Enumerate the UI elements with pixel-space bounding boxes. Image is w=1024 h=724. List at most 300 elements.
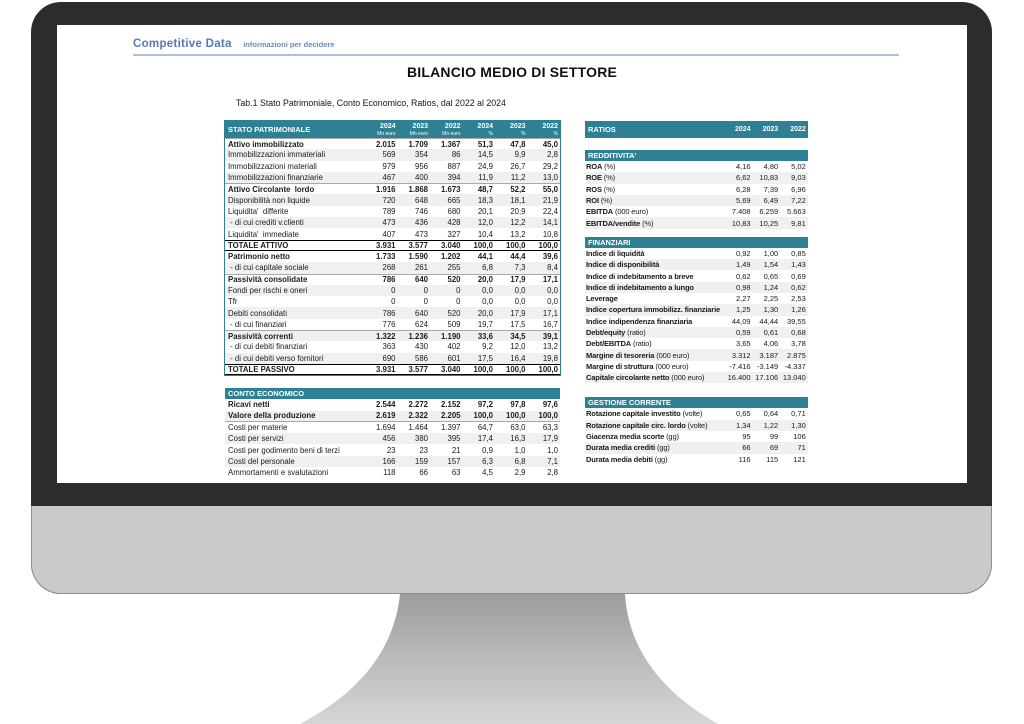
cell-value: 6,62 xyxy=(735,173,751,183)
table-row xyxy=(585,420,808,431)
table-row xyxy=(225,399,560,410)
row-label: Indice di liquidità xyxy=(586,248,645,258)
cell-value: 4,80 xyxy=(763,162,779,172)
cell-value: 21 xyxy=(451,445,461,455)
cell-value: 520 xyxy=(447,308,461,318)
cell-value: 720 xyxy=(382,195,396,205)
cell-value: 99 xyxy=(769,432,779,442)
cell-value: 16,4 xyxy=(510,353,526,363)
cell-value: 2.544 xyxy=(375,400,396,410)
cell-value: 157 xyxy=(447,456,461,466)
row-label: Rotazione capitale circ. lordo (volte) xyxy=(586,420,708,430)
cell-value: 380 xyxy=(414,434,428,444)
cell-value: 2,8 xyxy=(547,150,558,160)
cell-value: 601 xyxy=(447,353,461,363)
row-label: TOTALE PASSIVO xyxy=(228,365,295,375)
cell-value: 3.931 xyxy=(375,240,396,250)
table-row xyxy=(225,319,560,330)
table-row xyxy=(585,349,808,360)
ratios-sections xyxy=(585,150,808,465)
ratios-section xyxy=(585,237,808,384)
cell-value: 979 xyxy=(382,161,396,171)
monitor-bezel xyxy=(31,2,992,594)
cell-value: 0,62 xyxy=(791,282,806,292)
row-label: Margine di tesoreria (000 euro) xyxy=(586,350,690,360)
cell-value: 20,1 xyxy=(477,206,493,216)
table-row xyxy=(225,251,560,262)
ratios-section xyxy=(585,397,808,464)
cell-value: 0,98 xyxy=(735,282,751,292)
cell-value: 0,59 xyxy=(735,328,751,337)
table-row xyxy=(585,293,808,304)
table-row xyxy=(225,149,560,160)
table-row xyxy=(225,274,560,285)
cell-value: -3.149 xyxy=(756,361,779,371)
cell-value: 23 xyxy=(386,445,396,455)
table-row xyxy=(585,270,808,281)
cell-value: 430 xyxy=(414,342,428,352)
cell-value: 47,8 xyxy=(510,139,526,149)
cell-value: 2,53 xyxy=(791,294,806,304)
row-label: Margine di struttura (000 euro) xyxy=(586,361,689,371)
cell-value: 3.312 xyxy=(731,350,751,360)
cell-value: 97,6 xyxy=(542,400,558,410)
page-title: BILANCIO MEDIO DI SETTORE xyxy=(406,64,618,80)
cell-value: 436 xyxy=(414,218,428,228)
row-label: EBITDA (000 euro) xyxy=(586,207,649,217)
cell-value: 0 xyxy=(423,286,428,295)
row-label: ROI (%) xyxy=(586,196,613,206)
cell-value: 0 xyxy=(391,297,396,307)
table-row xyxy=(585,304,808,315)
cell-value: 44,44 xyxy=(759,316,779,326)
cell-value: 66 xyxy=(742,443,751,453)
table-caption: Tab.1 Stato Patrimoniale, Conto Economico, Ratios, dal 2022 al 2024 xyxy=(236,98,506,108)
cell-value: 569 xyxy=(382,150,396,160)
stand-shape xyxy=(300,594,718,724)
cell-value: 97,8 xyxy=(510,400,526,410)
section-header: GESTIONE CORRENTE xyxy=(585,397,808,408)
monitor-stand xyxy=(290,594,730,724)
cell-value: 2,25 xyxy=(763,294,779,304)
cell-value: 63 xyxy=(451,468,461,478)
cell-value: 5.663 xyxy=(787,207,806,217)
cell-value: 4,5 xyxy=(482,468,493,478)
cell-value: 17,9 xyxy=(510,275,526,285)
cell-value: 586 xyxy=(414,353,428,363)
table-row xyxy=(225,194,560,205)
cell-value: 255 xyxy=(447,263,461,273)
row-label: TOTALE ATTIVO xyxy=(228,240,289,250)
conto-economico-rows xyxy=(225,399,560,478)
cell-value: 14,5 xyxy=(477,150,493,160)
table-row xyxy=(585,338,808,349)
cell-value: 1.322 xyxy=(375,331,396,341)
cell-value: 261 xyxy=(414,263,428,273)
table-row xyxy=(585,248,808,259)
cell-value: 23 xyxy=(419,445,428,455)
cell-value: 428 xyxy=(447,218,461,228)
cell-value: 0,0 xyxy=(547,297,558,307)
cell-value: 2,27 xyxy=(735,294,751,304)
table-row xyxy=(225,240,560,251)
table-row xyxy=(225,433,560,444)
cell-value: 100,0 xyxy=(473,411,493,421)
cell-value: 10,8 xyxy=(542,229,558,239)
cell-value: 1.367 xyxy=(440,139,461,149)
table-row xyxy=(585,442,808,453)
cell-value: 680 xyxy=(447,206,461,216)
table-row xyxy=(225,217,560,228)
cell-value: 268 xyxy=(382,263,396,273)
cell-value: 10,83 xyxy=(731,218,751,228)
cell-value: 17,9 xyxy=(542,434,558,444)
cell-value: 1.590 xyxy=(408,252,428,262)
row-label: Indice indipendenza finanziaria xyxy=(586,316,693,326)
cell-value: 3,65 xyxy=(735,339,751,349)
year-column-header: 2022 xyxy=(790,126,806,133)
cell-value: 7,3 xyxy=(514,263,526,273)
row-label: Attivo Circolante lordo xyxy=(228,184,315,194)
cell-value: 1,34 xyxy=(735,420,751,430)
cell-value: 363 xyxy=(382,342,396,352)
table-row xyxy=(585,217,808,228)
table-row xyxy=(225,307,560,318)
row-label: Immobilizzazioni materiali xyxy=(228,161,317,171)
cell-value: 63,3 xyxy=(542,422,558,432)
cell-value: 3.577 xyxy=(408,240,428,250)
cell-value: 327 xyxy=(447,229,461,239)
cell-value: 6,96 xyxy=(791,184,806,194)
row-label: Costi per godimento beni di terzi xyxy=(228,445,340,455)
table-row xyxy=(585,361,808,372)
cell-value: 66 xyxy=(419,468,428,478)
cell-value: 520 xyxy=(447,275,461,285)
cell-value: 0,64 xyxy=(763,409,779,419)
table-row xyxy=(225,456,560,467)
section-header: CONTO ECONOMICO xyxy=(225,388,560,399)
cell-value: 3.040 xyxy=(440,240,461,250)
table-row xyxy=(585,184,808,195)
cell-value: 13,2 xyxy=(510,229,526,239)
brand-logo xyxy=(133,34,334,52)
section-header: FINANZIARI xyxy=(585,237,808,248)
table-row xyxy=(225,161,560,172)
cell-value: 0,69 xyxy=(791,271,806,281)
year-columns xyxy=(365,123,560,137)
cell-value: 29,2 xyxy=(542,161,558,171)
table-title: RATIOS xyxy=(588,125,616,134)
cell-value: 64,7 xyxy=(477,422,493,432)
cell-value: 6,8 xyxy=(482,263,493,273)
cell-value: 6,49 xyxy=(763,196,779,206)
cell-value: 14,1 xyxy=(542,218,558,228)
cell-value: 6,8 xyxy=(514,456,526,466)
cell-value: 640 xyxy=(414,275,428,285)
row-label: - di cui debiti finanziari xyxy=(228,342,308,352)
cell-value: 0,0 xyxy=(514,286,526,295)
table-row xyxy=(225,353,560,364)
cell-value: 6.259 xyxy=(759,207,779,217)
cell-value: 45,0 xyxy=(542,139,558,149)
year-column-header: 2023 Mn euro xyxy=(409,122,428,137)
cell-value: 5,69 xyxy=(735,196,751,206)
row-label: - di cui capitale sociale xyxy=(228,263,309,273)
cell-value: 48,7 xyxy=(477,184,493,194)
cell-value: 0,9 xyxy=(482,445,493,455)
cell-value: 39,1 xyxy=(542,331,558,341)
cell-value: 21,9 xyxy=(542,195,558,205)
cell-value: 33,6 xyxy=(477,331,493,341)
table-row xyxy=(585,172,808,183)
cell-value: 19,7 xyxy=(477,319,493,329)
cell-value: 69 xyxy=(769,443,779,453)
cell-value: 0,0 xyxy=(514,297,526,307)
cell-value: 1.202 xyxy=(440,252,461,262)
cell-value: 44,4 xyxy=(510,252,526,262)
cell-value: 0 xyxy=(456,286,461,295)
cell-value: 1.709 xyxy=(408,139,428,149)
row-label: ROA (%) xyxy=(586,162,616,172)
brand-tagline: informazioni per decidere xyxy=(243,40,335,49)
cell-value: 100,0 xyxy=(538,411,558,421)
cell-value: 2.875 xyxy=(787,350,806,360)
ratios-header xyxy=(585,121,808,138)
row-label: - di cui crediti v.clienti xyxy=(228,218,304,228)
cell-value: 1,54 xyxy=(763,260,779,270)
cell-value: 2.322 xyxy=(408,411,428,421)
cell-value: 0,0 xyxy=(547,286,558,295)
year-column-header: 2024 xyxy=(735,126,751,133)
cell-value: 44,09 xyxy=(731,316,751,326)
cell-value: 509 xyxy=(447,319,461,329)
cell-value: 1.236 xyxy=(408,331,428,341)
cell-value: 2.152 xyxy=(440,400,461,410)
cell-value: 1,30 xyxy=(763,305,779,315)
row-label: Attivo immobilizzato xyxy=(228,139,304,149)
cell-value: 1,0 xyxy=(547,445,558,455)
row-label: Indice copertura immobilizz. finanziarie xyxy=(586,305,721,315)
cell-value: 0,0 xyxy=(482,286,493,295)
cell-value: 100,0 xyxy=(473,240,493,250)
row-label: Valore della produzione xyxy=(228,411,316,421)
section-header: REDDITIVITA' xyxy=(585,150,808,161)
cell-value: 100,0 xyxy=(505,240,526,250)
cell-value: 1.190 xyxy=(440,331,461,341)
cell-value: 13,0 xyxy=(542,173,558,183)
cell-value: 20,9 xyxy=(510,206,526,216)
row-label: Ammortamenti e svalutazioni xyxy=(228,468,329,478)
row-label: Passività correnti xyxy=(228,331,294,341)
cell-value: 159 xyxy=(414,456,428,466)
row-label: Immobilizzazioni finanziarie xyxy=(228,173,323,183)
cell-value: 52,2 xyxy=(510,184,526,194)
cell-value: 1,24 xyxy=(763,282,779,292)
cell-value: 115 xyxy=(766,454,779,464)
cell-value: 24,9 xyxy=(477,161,493,171)
cell-value: 400 xyxy=(414,173,428,183)
stato-patrimoniale-header xyxy=(225,121,560,138)
table-row xyxy=(585,408,808,419)
cell-value: 17,9 xyxy=(510,308,526,318)
cell-value: 1,43 xyxy=(791,260,806,270)
row-label: Costi del personale xyxy=(228,456,295,466)
cell-value: 26,7 xyxy=(510,161,526,171)
table-row xyxy=(225,172,560,183)
cell-value: 1.868 xyxy=(408,184,428,194)
cell-value: 10,4 xyxy=(477,229,493,239)
row-label: Liquidita' immediate xyxy=(228,229,299,239)
cell-value: 0,65 xyxy=(735,409,751,419)
row-label: Giacenza media scorte (gg) xyxy=(586,432,679,442)
cell-value: 7.408 xyxy=(731,207,751,217)
cell-value: 22,4 xyxy=(542,206,558,216)
stato-patrimoniale-rows xyxy=(225,138,560,375)
cell-value: 10,83 xyxy=(759,173,779,183)
cell-value: 13,2 xyxy=(542,342,558,352)
cell-value: 2.619 xyxy=(375,411,396,421)
cell-value: 1.694 xyxy=(375,422,396,432)
cell-value: 17,4 xyxy=(477,434,493,444)
row-label: Durata media debiti (gg) xyxy=(586,454,668,464)
cell-value: 0 xyxy=(391,286,396,295)
cell-value: 95 xyxy=(742,432,751,442)
header-divider xyxy=(133,54,899,56)
cell-value: 2,9 xyxy=(514,468,526,478)
cell-value: 1.673 xyxy=(440,184,461,194)
cell-value: 118 xyxy=(383,468,396,478)
cell-value: 11,9 xyxy=(478,173,493,183)
cell-value: 1,30 xyxy=(791,420,806,430)
table-row xyxy=(225,206,560,217)
table-row xyxy=(585,316,808,327)
cell-value: 3,78 xyxy=(791,339,806,349)
table-row xyxy=(225,341,560,352)
cell-value: 63,0 xyxy=(510,422,526,432)
cell-value: 648 xyxy=(414,195,428,205)
row-label: Ricavi netti xyxy=(228,400,270,410)
row-label: Indice di indebitamento a breve xyxy=(586,271,694,281)
cell-value: 1,00 xyxy=(763,248,779,258)
year-column-header: 2023 xyxy=(762,126,779,133)
cell-value: 13.040 xyxy=(782,373,806,383)
conto-economico-table xyxy=(225,388,560,478)
year-column-header: 2022 % xyxy=(542,122,558,137)
cell-value: 18,1 xyxy=(510,195,526,205)
cell-value: 473 xyxy=(382,218,396,228)
cell-value: 51,3 xyxy=(477,139,493,149)
year-column-header: 2022 Mn euro xyxy=(442,122,461,137)
row-label: Disponibilità non liquide xyxy=(228,195,310,205)
row-label: Fondi per rischi e oneri xyxy=(228,286,308,295)
row-label: Debt/EBITDA (ratio) xyxy=(586,339,652,349)
table-row xyxy=(225,183,560,194)
cell-value: 407 xyxy=(382,229,396,239)
cell-value: 0,71 xyxy=(791,409,806,419)
cell-value: 17,5 xyxy=(510,319,526,329)
cell-value: 746 xyxy=(414,206,428,216)
cell-value: 1.464 xyxy=(408,422,428,432)
cell-value: 7,1 xyxy=(547,456,558,466)
year-column-header: 2024 % xyxy=(477,122,493,137)
table-row xyxy=(225,444,560,455)
cell-value: 395 xyxy=(447,434,461,444)
cell-value: 2.205 xyxy=(440,411,461,421)
row-label: Passività consolidate xyxy=(228,275,308,285)
cell-value: 4,06 xyxy=(763,339,779,349)
cell-value: 690 xyxy=(382,353,396,363)
table-row xyxy=(225,138,560,149)
table-title: STATO PATRIMONIALE xyxy=(228,125,311,134)
table-row xyxy=(225,411,560,422)
cell-value: 17,5 xyxy=(477,353,493,363)
cell-value: 1,25 xyxy=(735,305,751,315)
cell-value: 9,81 xyxy=(791,218,806,228)
cell-value: 20,0 xyxy=(477,308,493,318)
cell-value: 2,8 xyxy=(547,468,558,478)
table-row xyxy=(585,372,808,383)
cell-value: 116 xyxy=(738,454,751,464)
row-label: Debiti consolidati xyxy=(228,308,287,318)
cell-value: 166 xyxy=(382,456,396,466)
row-label: Patrimonio netto xyxy=(228,252,290,262)
cell-value: 467 xyxy=(382,173,396,183)
row-label: - di cui finanziari xyxy=(228,319,287,329)
cell-value: 16.400 xyxy=(727,373,751,383)
year-column-header: 2023 % xyxy=(509,122,526,137)
row-label: - di cui debiti verso fornitori xyxy=(228,353,324,363)
year-column-header: 2024 Mn euro xyxy=(377,122,396,137)
cell-value: -4.337 xyxy=(784,361,806,371)
left-tables xyxy=(225,121,560,478)
cell-value: 1,0 xyxy=(514,445,526,455)
cell-value: 86 xyxy=(451,150,461,160)
row-label: Capitale circolante netto (000 euro) xyxy=(586,373,705,383)
cell-value: 1.397 xyxy=(440,422,461,432)
cell-value: 0,0 xyxy=(482,297,493,307)
cell-value: 3.931 xyxy=(375,365,396,375)
cell-value: 9,03 xyxy=(791,173,806,183)
table-row xyxy=(225,285,560,296)
table-row xyxy=(225,467,560,478)
cell-value: 100,0 xyxy=(505,365,526,375)
cell-value: 0,65 xyxy=(763,271,779,281)
row-label: Tfr xyxy=(228,297,238,307)
cell-value: 456 xyxy=(382,434,396,444)
row-label: Leverage xyxy=(586,294,618,304)
cell-value: 1.733 xyxy=(375,252,396,262)
cell-value: 100,0 xyxy=(538,240,558,250)
table-row xyxy=(585,431,808,442)
cell-value: 1,22 xyxy=(763,420,779,430)
cell-value: 3.577 xyxy=(408,365,428,375)
cell-value: 10,25 xyxy=(759,218,779,228)
row-label: ROE (%) xyxy=(586,173,615,183)
cell-value: 0,68 xyxy=(791,328,806,337)
table-row xyxy=(585,327,808,338)
cell-value: 0 xyxy=(456,297,461,307)
cell-value: 5,02 xyxy=(791,162,806,172)
cell-value: 4,16 xyxy=(735,162,751,172)
cell-value: 106 xyxy=(793,432,806,442)
cell-value: 776 xyxy=(382,319,396,329)
row-label: Durata media crediti (gg) xyxy=(586,443,670,453)
cell-value: 394 xyxy=(447,173,461,183)
cell-value: 39,6 xyxy=(542,252,558,262)
cell-value: 16,7 xyxy=(542,319,558,329)
cell-value: 786 xyxy=(382,275,396,285)
cell-value: 97,2 xyxy=(477,400,493,410)
